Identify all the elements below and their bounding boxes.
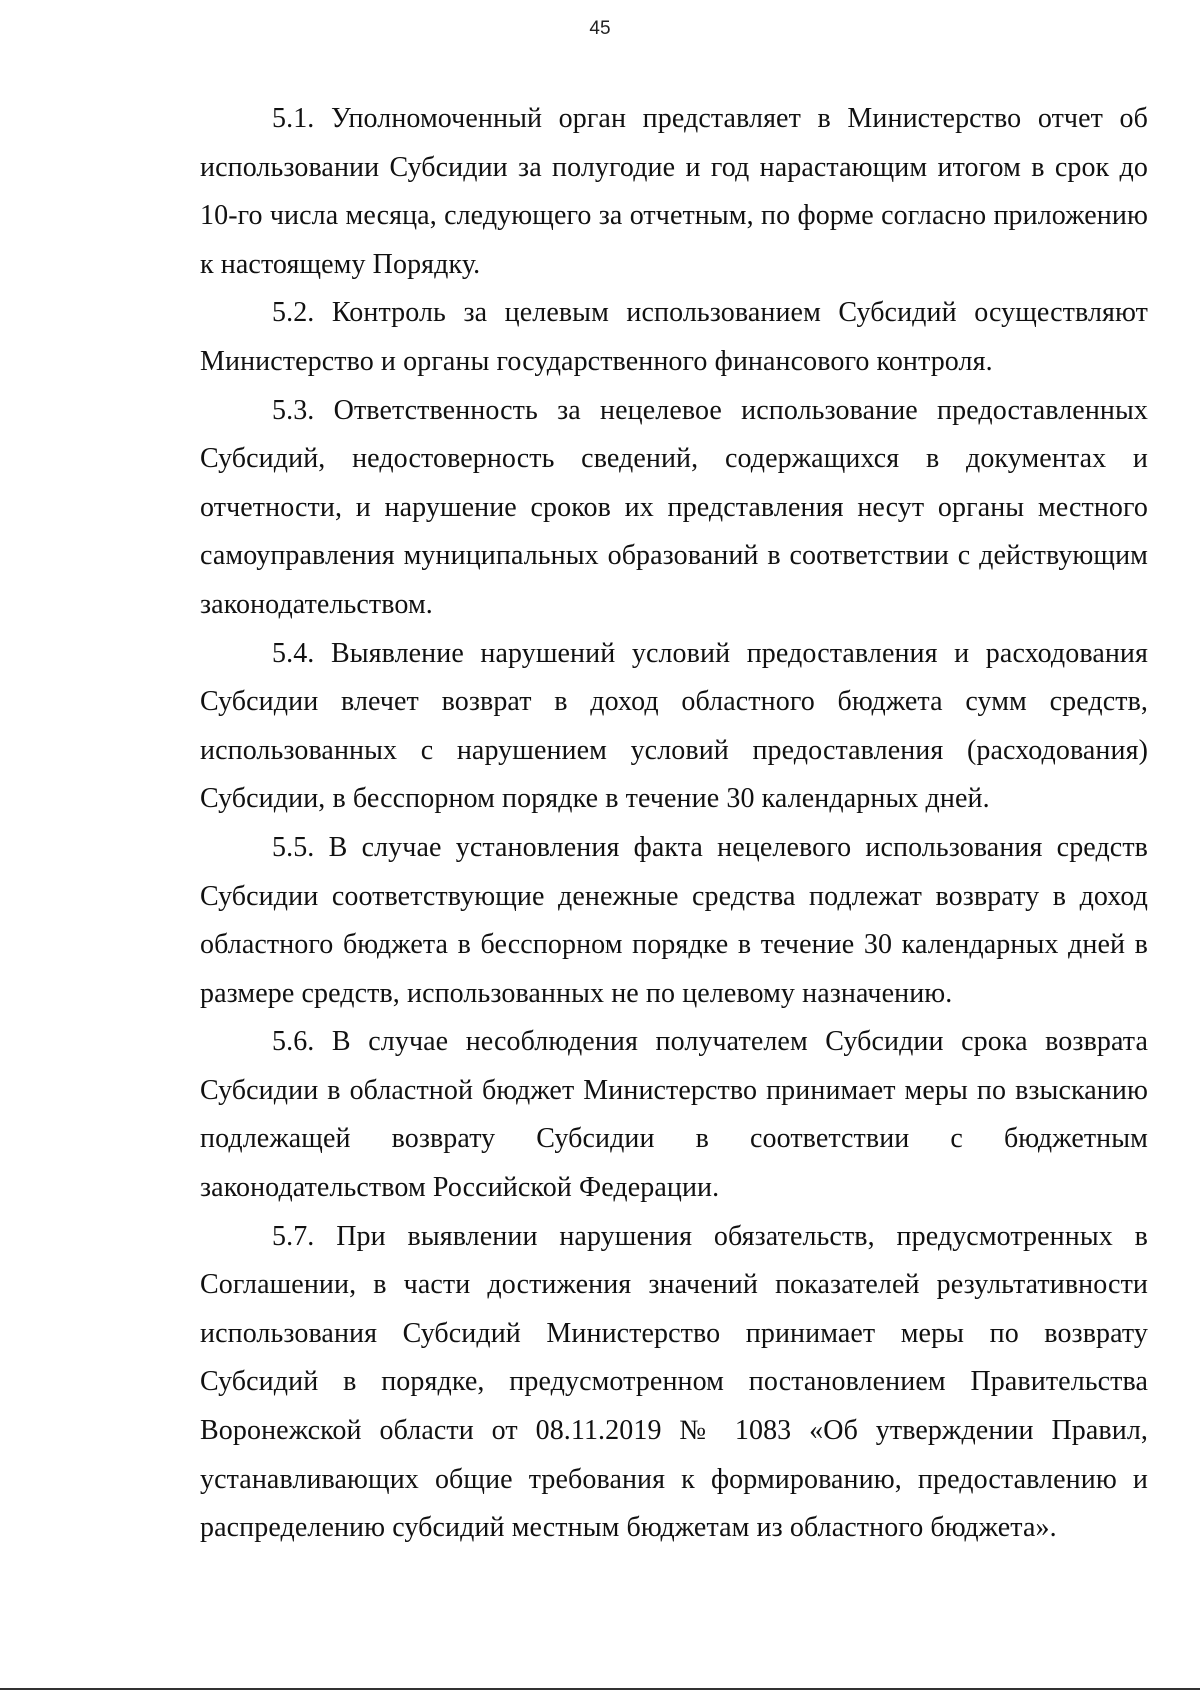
page-bottom-divider — [0, 1688, 1200, 1690]
paragraph-5-5: 5.5. В случае установления факта нецелевого использования средств Субсидии соответствующие денежные средства подлежат возврату в доход областного бюджета в бесспорном порядке в течение 30 календарных дней в размере средств, использованных не по целевому назначению. — [200, 831, 1148, 1009]
document-body — [200, 95, 1148, 1553]
paragraph-5-2: 5.2. Контроль за целевым использованием Субсидий осуществляют Министерство и органы государственного финансового контроля. — [200, 297, 1148, 377]
paragraph-5-4: 5.4. Выявление нарушений условий предоставления и расходования Субсидии влечет возврат в доход областного бюджета сумм средств, использованных с нарушением условий предоставления (расходования) Субсидии, в бесспорном порядке в течение 30 календарных дней. — [200, 637, 1148, 815]
paragraph-5-6: 5.6. В случае несоблюдения получателем Субсидии срока возврата Субсидии в областной бюджет Министерство принимает меры по взысканию подлежащей возврату Субсидии в соответствии с бюджетным законодательством Российской Федерации. — [200, 1026, 1148, 1204]
paragraph-5-7: 5.7. При выявлении нарушения обязательств, предусмотренных в Соглашении, в части достижения значений показателей результативности использования Субсидий Министерство принимает меры по возврату Субсидий в порядке, предусмотренном постановлением Правительства Воронежской области от 08.11.2019 № 1083 «Об утверждении Правил, устанавливающих общие требования к формированию, предоставлению и распределению субсидий местным бюджетам из областного бюджета». — [200, 1220, 1148, 1544]
paragraph-5-3: 5.3. Ответственность за нецелевое использование предоставленных Субсидий, недостоверность сведений, содержащихся в документах и отчетности, и нарушение сроков их представления несут органы местного самоуправления муниципальных образований в соответствии с действующим законодательством. — [200, 394, 1148, 620]
paragraph-5-1: 5.1. Уполномоченный орган представляет в Министерство отчет об использовании Субсидии за полугодие и год нарастающим итогом в срок до 10-го числа месяца, следующего за отчетным, по форме согласно приложению к настоящему Порядку. — [200, 103, 1148, 280]
page-number: 45 — [589, 18, 611, 39]
